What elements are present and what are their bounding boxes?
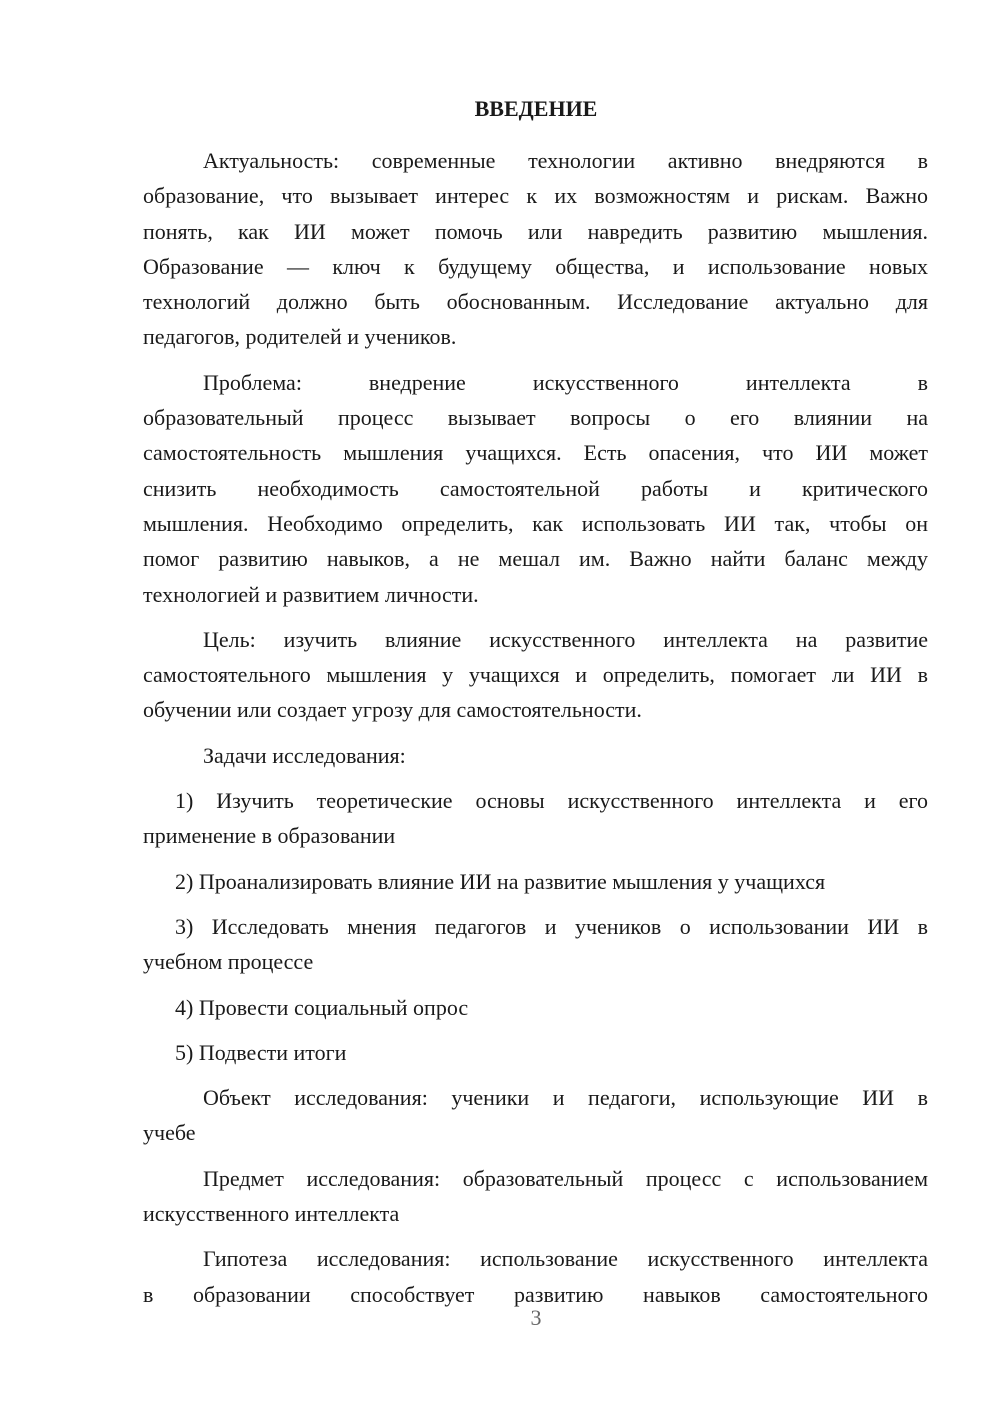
text-line: Актуальность: современные технологии активно внедряются в <box>203 148 928 173</box>
text-line: мышления. Необходимо определить, как использовать ИИ так, чтобы он <box>143 510 928 536</box>
text-line: учебном процессе <box>143 949 314 975</box>
paragraph <box>143 738 928 773</box>
text-line: 3) Исследовать мнения педагогов и учеников о использовании ИИ в <box>175 913 928 939</box>
paragraph <box>143 365 928 612</box>
text-line: Объект исследования: ученики и педагоги, использующие ИИ в <box>203 1085 928 1111</box>
text-line: Проблема: внедрение искусственного интеллекта в <box>203 369 928 395</box>
text-line: 5) Подвести итоги <box>175 1039 347 1065</box>
text-line: самостоятельность мышления учащихся. Есть опасения, что ИИ может <box>143 440 928 466</box>
task-list-item <box>143 864 928 899</box>
text-line: снизить необходимость самостоятельной работы и критического <box>143 475 928 501</box>
text-line: образовательный процесс вызывает вопросы о его влиянии на <box>143 405 928 431</box>
text-line: искусственного интеллекта <box>143 1201 400 1227</box>
text-line: педагогов, родителей и учеников. <box>143 324 457 350</box>
text-line: самостоятельного мышления у учащихся и определить, помогает ли ИИ в <box>143 662 928 688</box>
text-line: в образовании способствует развитию навыков самостоятельного <box>143 1281 928 1307</box>
text-line: понять, как ИИ может помочь или навредить развитию мышления. <box>143 218 928 244</box>
text-line: Предмет исследования: образовательный процесс с использованием <box>203 1165 928 1191</box>
task-list-item <box>143 909 928 980</box>
text-line: учебе <box>143 1120 196 1146</box>
text-line: 1) Изучить теоретические основы искусственного интеллекта и его <box>175 788 928 814</box>
paragraph <box>143 1241 928 1312</box>
task-list-item <box>143 990 928 1025</box>
text-line: помог развитию навыков, а не мешал им. Важно найти баланс между <box>143 546 928 572</box>
paragraph <box>143 622 928 728</box>
document-body <box>143 143 928 1312</box>
text-line: применение в образовании <box>143 823 396 849</box>
task-list-item <box>143 783 928 854</box>
text-line: Цель: изучить влияние искусственного интеллекта на развитие <box>203 626 928 652</box>
paragraph <box>143 143 928 355</box>
text-line: технологий должно быть обоснованным. Исследование актуально для <box>143 289 928 315</box>
text-line: 4) Провести социальный опрос <box>175 994 469 1020</box>
text-line: технологией и развитием личности. <box>143 581 479 607</box>
text-line: Задачи исследования: <box>203 742 406 768</box>
text-line: 2) Проанализировать влияние ИИ на развитие мышления у учащихся <box>175 868 826 894</box>
paragraph <box>143 1080 928 1151</box>
paragraph <box>143 1161 928 1232</box>
text-line: образование, что вызывает интерес к их возможностям и рискам. Важно <box>143 183 928 209</box>
section-title: ВВЕДЕНИЕ <box>474 96 598 121</box>
text-line: Образование — ключ к будущему общества, и использование новых <box>143 253 928 279</box>
page-number: 3 <box>530 1305 542 1330</box>
text-line: Гипотеза исследования: использование искусственного интеллекта <box>203 1246 928 1272</box>
task-list-item <box>143 1035 928 1070</box>
text-line: обучении или создает угрозу для самостоятельности. <box>143 697 642 723</box>
